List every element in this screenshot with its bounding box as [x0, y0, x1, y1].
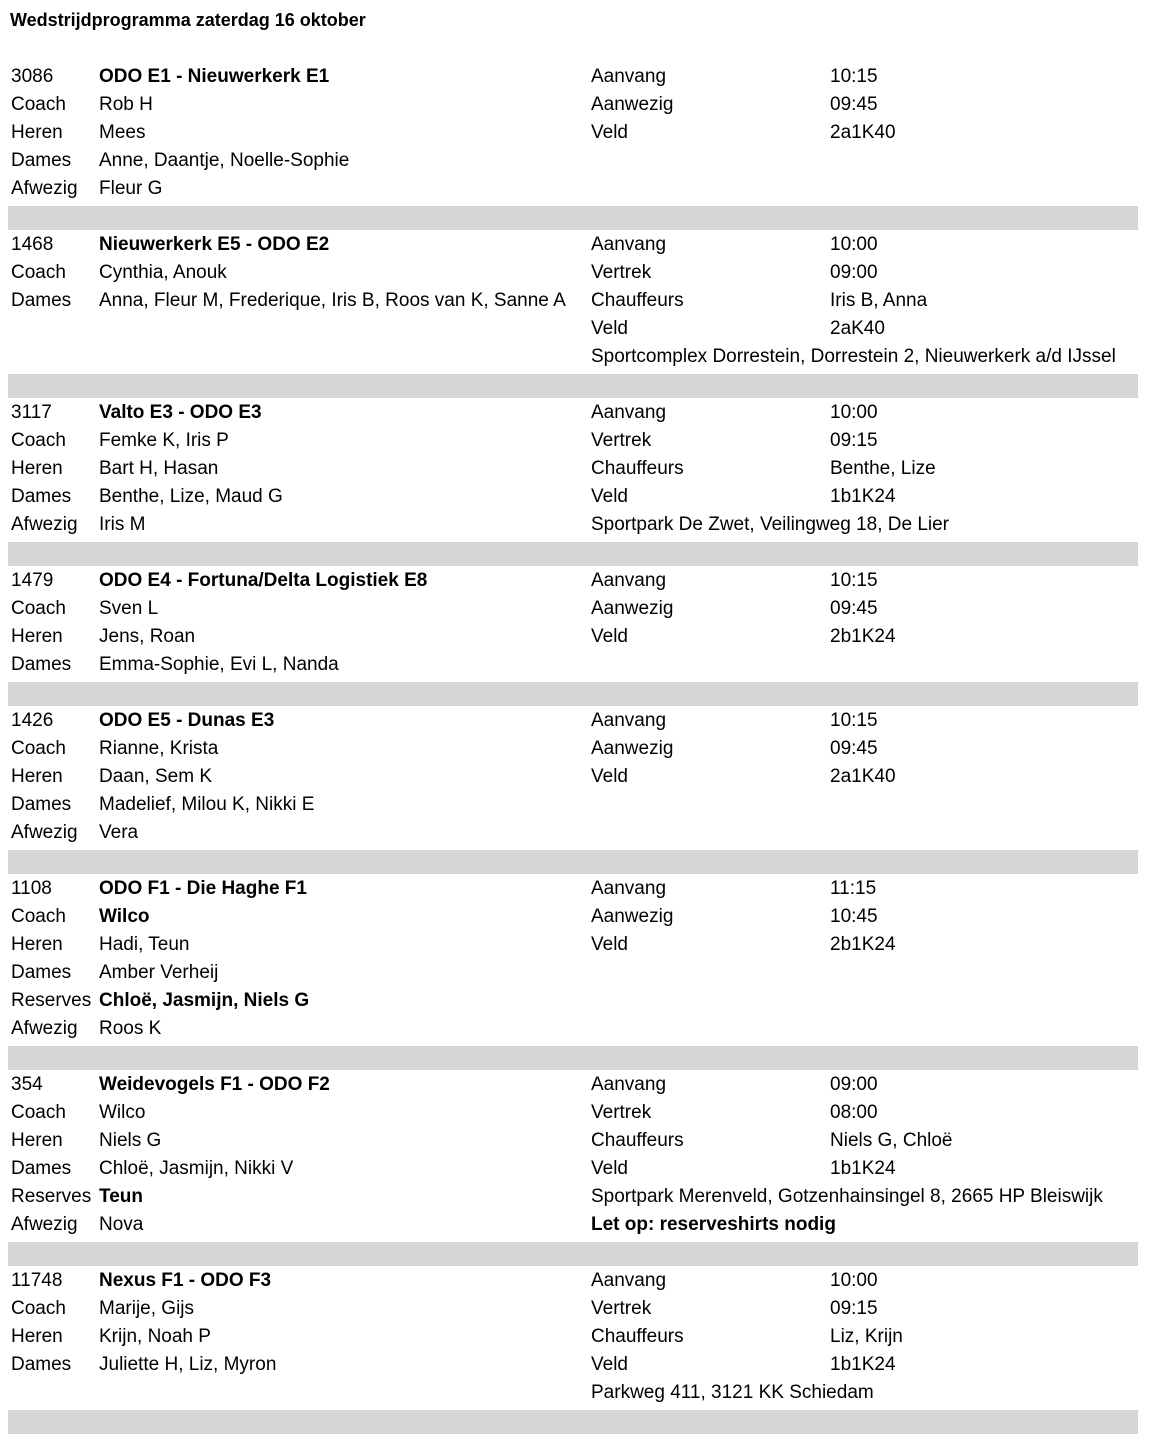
row-label: 11748 — [11, 1270, 63, 1291]
separator-bar — [8, 206, 1138, 230]
match-row — [0, 1184, 1172, 1212]
match-row — [0, 512, 1172, 540]
info-note: Sportpark Merenveld, Gotzenhainsingel 8, 2665 HP Bleiswijk — [591, 1186, 1103, 1207]
info-value: Iris B, Anna — [830, 290, 928, 311]
info-key: Veld — [591, 318, 628, 339]
match-row — [0, 1268, 1172, 1296]
row-label: Coach — [11, 598, 66, 619]
info-value: 11:15 — [830, 878, 877, 899]
row-label: Dames — [11, 290, 72, 311]
match-row — [0, 176, 1172, 204]
info-key: Chauffeurs — [591, 1130, 684, 1151]
row-value: Madelief, Milou K, Nikki E — [99, 794, 315, 815]
page-title: Wedstrijdprogramma zaterdag 16 oktober — [10, 10, 366, 30]
info-value: 09:45 — [830, 738, 878, 759]
row-label: Heren — [11, 626, 63, 647]
match-row — [0, 1324, 1172, 1352]
info-key: Aanvang — [591, 1270, 667, 1291]
match-row — [0, 92, 1172, 120]
info-value: 2b1K24 — [830, 934, 896, 955]
info-value: 09:15 — [830, 430, 878, 451]
info-key: Aanvang — [591, 710, 667, 731]
row-value: Femke K, Iris P — [99, 430, 229, 451]
row-value: Wilco — [99, 906, 150, 927]
row-value: Amber Verheij — [99, 962, 219, 983]
info-value: 1b1K24 — [830, 1158, 896, 1179]
info-key: Aanvang — [591, 878, 667, 899]
match-row — [0, 316, 1172, 344]
row-value: Hadi, Teun — [99, 934, 190, 955]
row-label: Coach — [11, 262, 66, 283]
row-value: Chloë, Jasmijn, Niels G — [99, 990, 310, 1011]
info-note: Let op: reserveshirts nodig — [591, 1214, 836, 1235]
separator-bar — [8, 1410, 1138, 1434]
match-row — [0, 708, 1172, 736]
row-label: Dames — [11, 962, 72, 983]
row-label: Heren — [11, 122, 63, 143]
match-row — [0, 1016, 1172, 1044]
match-row — [0, 876, 1172, 904]
info-key: Aanwezig — [591, 598, 674, 619]
row-label: Dames — [11, 1158, 72, 1179]
row-label: 354 — [11, 1074, 43, 1095]
info-key: Aanvang — [591, 1074, 667, 1095]
match-row — [0, 1380, 1172, 1408]
match-row — [0, 1296, 1172, 1324]
match-row — [0, 764, 1172, 792]
info-key: Aanvang — [591, 66, 667, 87]
row-value: Daan, Sem K — [99, 766, 212, 787]
row-label: Coach — [11, 430, 66, 451]
match-title: ODO F1 - Die Haghe F1 — [99, 878, 307, 899]
row-label: Heren — [11, 934, 63, 955]
match-row — [0, 904, 1172, 932]
row-label: Dames — [11, 654, 72, 675]
row-label: Heren — [11, 766, 63, 787]
separator-bar — [8, 682, 1138, 706]
info-key: Vertrek — [591, 1102, 652, 1123]
info-key: Veld — [591, 486, 628, 507]
info-key: Aanwezig — [591, 738, 674, 759]
info-key: Chauffeurs — [591, 290, 684, 311]
info-value: 09:00 — [830, 262, 878, 283]
row-label: Coach — [11, 906, 66, 927]
info-key: Aanwezig — [591, 94, 674, 115]
info-note: Parkweg 411, 3121 KK Schiedam — [591, 1382, 874, 1403]
separator-bar — [8, 1046, 1138, 1070]
row-label: 1426 — [11, 710, 54, 731]
match-row — [0, 428, 1172, 456]
row-value: Teun — [99, 1186, 143, 1207]
row-label: Heren — [11, 1130, 63, 1151]
info-value: 10:00 — [830, 1270, 878, 1291]
row-value: Emma-Sophie, Evi L, Nanda — [99, 654, 339, 675]
match-title: Nieuwerkerk E5 - ODO E2 — [99, 234, 330, 255]
info-key: Veld — [591, 122, 628, 143]
info-value: 09:00 — [830, 1074, 878, 1095]
info-key: Chauffeurs — [591, 458, 684, 479]
row-label: 3086 — [11, 66, 54, 87]
row-value: Marije, Gijs — [99, 1298, 195, 1319]
match-row — [0, 1212, 1172, 1240]
info-key: Veld — [591, 766, 628, 787]
row-label: 1468 — [11, 234, 54, 255]
row-value: Bart H, Hasan — [99, 458, 219, 479]
info-value: 09:45 — [830, 598, 878, 619]
row-value: Fleur G — [99, 178, 163, 199]
separator-bar — [8, 850, 1138, 874]
row-label: Heren — [11, 458, 63, 479]
match-row — [0, 1352, 1172, 1380]
match-title: ODO E1 - Nieuwerkerk E1 — [99, 66, 330, 87]
row-label: Coach — [11, 94, 66, 115]
info-key: Aanvang — [591, 570, 667, 591]
info-value: 2aK40 — [830, 318, 885, 339]
match-row — [0, 400, 1172, 428]
separator-bar — [8, 1242, 1138, 1266]
row-label: Dames — [11, 1354, 72, 1375]
row-value: Roos K — [99, 1018, 162, 1039]
row-value: Niels G — [99, 1130, 162, 1151]
row-value: Vera — [99, 822, 139, 843]
separator-bar — [8, 542, 1138, 566]
match-row — [0, 568, 1172, 596]
info-value: 2b1K24 — [830, 626, 896, 647]
match-row — [0, 988, 1172, 1016]
row-label: Reserves — [11, 1186, 92, 1207]
match-row — [0, 64, 1172, 92]
info-value: 10:15 — [830, 66, 878, 87]
info-value: 09:45 — [830, 94, 878, 115]
info-value: 10:15 — [830, 710, 878, 731]
row-label: Coach — [11, 1298, 66, 1319]
row-label: Afwezig — [11, 514, 78, 535]
match-row — [0, 596, 1172, 624]
info-key: Aanvang — [591, 234, 667, 255]
row-value: Cynthia, Anouk — [99, 262, 227, 283]
row-label: Afwezig — [11, 178, 78, 199]
match-row — [0, 148, 1172, 176]
row-label: 3117 — [11, 402, 52, 423]
row-value: Sven L — [99, 598, 159, 619]
match-row — [0, 932, 1172, 960]
info-key: Aanwezig — [591, 906, 674, 927]
row-label: Coach — [11, 1102, 66, 1123]
row-label: Dames — [11, 794, 72, 815]
info-note: Sportcomplex Dorrestein, Dorrestein 2, Nieuwerkerk a/d IJssel — [591, 346, 1116, 367]
info-key: Veld — [591, 1158, 628, 1179]
match-title: ODO E5 - Dunas E3 — [99, 710, 275, 731]
match-row — [0, 1072, 1172, 1100]
match-row — [0, 1100, 1172, 1128]
row-value: Benthe, Lize, Maud G — [99, 486, 283, 507]
row-label: Coach — [11, 738, 66, 759]
info-key: Veld — [591, 626, 628, 647]
match-row — [0, 792, 1172, 820]
match-row — [0, 1156, 1172, 1184]
row-label: Afwezig — [11, 822, 78, 843]
info-value: 10:15 — [830, 570, 878, 591]
row-label: Afwezig — [11, 1214, 78, 1235]
row-value: Rianne, Krista — [99, 738, 219, 759]
info-value: 10:45 — [830, 906, 878, 927]
info-value: 1b1K24 — [830, 486, 896, 507]
match-row — [0, 652, 1172, 680]
info-key: Veld — [591, 1354, 628, 1375]
info-value: 2a1K40 — [830, 122, 896, 143]
match-row — [0, 120, 1172, 148]
info-value: 10:00 — [830, 234, 878, 255]
row-label: Reserves — [11, 990, 92, 1011]
match-row — [0, 820, 1172, 848]
info-key: Aanvang — [591, 402, 667, 423]
info-note: Sportpark De Zwet, Veilingweg 18, De Lier — [591, 514, 950, 535]
row-value: Nova — [99, 1214, 144, 1235]
info-value: Liz, Krijn — [830, 1326, 903, 1347]
info-value: 2a1K40 — [830, 766, 896, 787]
match-row — [0, 736, 1172, 764]
info-value: 1b1K24 — [830, 1354, 896, 1375]
match-title: Weidevogels F1 - ODO F2 — [99, 1074, 330, 1095]
row-value: Iris M — [99, 514, 146, 535]
match-row — [0, 344, 1172, 372]
match-row — [0, 624, 1172, 652]
info-value: 09:15 — [830, 1298, 878, 1319]
info-value: 10:00 — [830, 402, 878, 423]
row-label: Heren — [11, 1326, 63, 1347]
match-title: Nexus F1 - ODO F3 — [99, 1270, 272, 1291]
row-value: Anne, Daantje, Noelle-Sophie — [99, 150, 350, 171]
info-value: Niels G, Chloë — [830, 1130, 953, 1151]
row-value: Chloë, Jasmijn, Nikki V — [99, 1158, 294, 1179]
match-title: Valto E3 - ODO E3 — [99, 402, 262, 423]
row-value: Anna, Fleur M, Frederique, Iris B, Roos van K, Sanne A — [99, 290, 566, 311]
row-value: Wilco — [99, 1102, 146, 1123]
row-value: Juliette H, Liz, Myron — [99, 1354, 277, 1375]
row-label: 1108 — [11, 878, 52, 899]
row-label: Dames — [11, 486, 72, 507]
match-row — [0, 484, 1172, 512]
match-row — [0, 960, 1172, 988]
match-row — [0, 1128, 1172, 1156]
row-label: 1479 — [11, 570, 54, 591]
info-key: Vertrek — [591, 262, 652, 283]
match-row — [0, 260, 1172, 288]
row-value: Jens, Roan — [99, 626, 196, 647]
match-row — [0, 232, 1172, 260]
info-key: Chauffeurs — [591, 1326, 684, 1347]
row-value: Rob H — [99, 94, 153, 115]
match-row — [0, 456, 1172, 484]
match-row — [0, 288, 1172, 316]
info-key: Vertrek — [591, 1298, 652, 1319]
separator-bar — [8, 374, 1138, 398]
info-key: Vertrek — [591, 430, 652, 451]
info-key: Veld — [591, 934, 628, 955]
row-label: Dames — [11, 150, 72, 171]
match-title: ODO E4 - Fortuna/Delta Logistiek E8 — [99, 570, 428, 591]
row-value: Krijn, Noah P — [99, 1326, 211, 1347]
info-value: Benthe, Lize — [830, 458, 936, 479]
info-value: 08:00 — [830, 1102, 878, 1123]
row-value: Mees — [99, 122, 146, 143]
row-label: Afwezig — [11, 1018, 78, 1039]
